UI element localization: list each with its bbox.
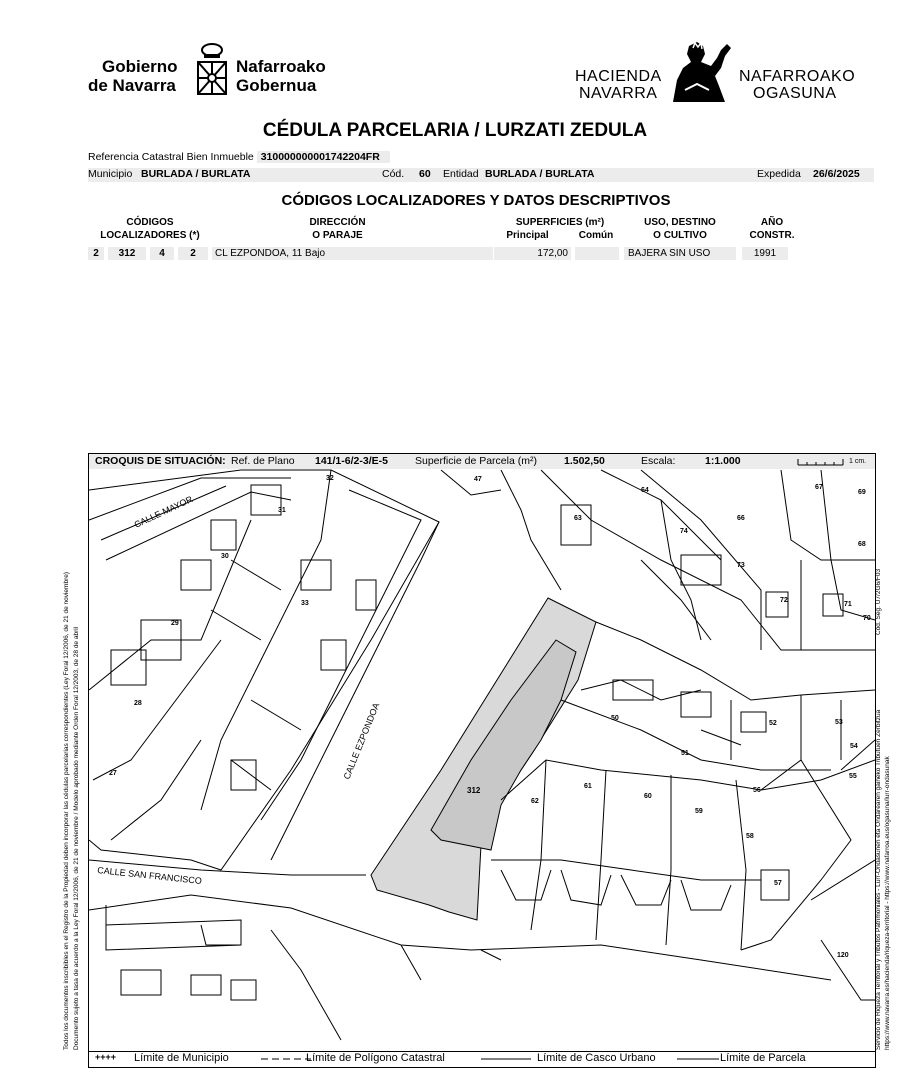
escala-label: Escala:	[641, 455, 676, 467]
side-text-left-2: Documento sujeto a tasa de acuerdo a la Ley Foral 12/2006, de 21 de noviembre / Modelo aprobado mediante Orden Foral 12/2003, de 28 de abril	[73, 626, 80, 1050]
header-direccion-line1: DIRECCIÓN	[309, 217, 366, 228]
svg-text:29: 29	[171, 620, 179, 627]
gov-left-line2: de Navarra	[88, 76, 176, 95]
cell-principal: 172,00	[494, 247, 571, 260]
svg-text:69: 69	[858, 489, 866, 496]
svg-text:53: 53	[835, 719, 843, 726]
svg-text:63: 63	[574, 515, 582, 522]
svg-text:30: 30	[221, 553, 229, 560]
svg-text:58: 58	[746, 833, 754, 840]
svg-text:120: 120	[837, 952, 849, 959]
header-uso-line2: O CULTIVO	[653, 230, 707, 241]
municipio-value: BURLADA / BURLATA	[141, 168, 251, 180]
header-comun: Común	[578, 230, 614, 241]
section-title: CÓDIGOS LOCALIZADORES Y DATOS DESCRIPTIVOS	[281, 192, 671, 209]
gov-right-line1: Nafarroako	[236, 57, 326, 76]
hacienda-line1: HACIENDA	[575, 68, 662, 85]
svg-text:59: 59	[695, 808, 703, 815]
header-ano-line2: CONSTR.	[749, 230, 795, 241]
cell-comun	[575, 247, 619, 260]
header-codigos	[95, 216, 205, 242]
expedida-value: 26/6/2025	[813, 168, 860, 180]
svg-text:55: 55	[849, 773, 857, 780]
gov-right-line2: Gobernua	[236, 76, 317, 95]
scale-unit: 1 cm.	[849, 458, 867, 465]
plano-label: Ref. de Plano	[231, 455, 295, 467]
svg-text:56: 56	[753, 787, 761, 794]
plano-value: 141/1-6/2-3/E-5	[315, 455, 388, 467]
side-text-right-3: Cód. Seg. U7/2G6/F03	[875, 568, 882, 635]
cell-codigo-1: 2	[88, 247, 104, 260]
svg-text:74: 74	[680, 528, 688, 535]
street-label-calle-ezpondoa: CALLE EZPONDOA	[341, 701, 382, 781]
svg-text:31: 31	[278, 507, 286, 514]
svg-text:70: 70	[863, 615, 871, 622]
parcel-312-label: 312	[467, 786, 481, 795]
street-label-calle-san-francisco: CALLE SAN FRANCISCO	[96, 865, 203, 886]
legend-parcela-line-icon	[677, 1058, 719, 1060]
svg-text:28: 28	[134, 700, 142, 707]
cadastral-map-svg	[89, 469, 875, 1051]
legend-poligono: Límite de Polígono Catastral	[306, 1052, 445, 1064]
cell-codigo-2: 312	[108, 247, 146, 260]
svg-text:33: 33	[301, 600, 309, 607]
cell-codigo-4: 2	[178, 247, 208, 260]
legend-casco-line-icon	[481, 1058, 531, 1060]
side-text-left-1: Todos los documentos inscribibles en el Registro de la Propiedad deben incorporar las cédulas parcelarias correspondientes (Ley Foral 12/2006, de 21 de noviembre)	[63, 571, 70, 1050]
svg-text:64: 64	[641, 487, 649, 494]
hacienda-line2: NAVARRA	[579, 85, 658, 102]
cell-ano: 1991	[742, 247, 788, 260]
svg-text:57: 57	[774, 880, 782, 887]
svg-text:50: 50	[611, 715, 619, 722]
cell-direccion: CL EZPONDOA, 11 Bajo	[212, 247, 493, 260]
svg-text:61: 61	[584, 783, 592, 790]
gov-left-line1: Gobierno	[102, 57, 178, 76]
svg-text:27: 27	[109, 770, 117, 777]
map-legend	[88, 1051, 876, 1068]
escala-value: 1:1.000	[705, 455, 741, 467]
svg-text:54: 54	[850, 743, 858, 750]
side-text-right-2: https://www.navarra.es/hacienda/riqueza-territorial - https://www.nafarroa.eus/ogasuna/lurr-ondasunak	[884, 756, 891, 1050]
entidad-value: BURLADA / BURLATA	[485, 168, 595, 180]
side-text-right-1: Servicio de Riqueza Territorial y Tributos Patrimoniales - Lurr-Ondasunen eta Ondarearen gaineko Tributuen Zerbitzua	[875, 709, 882, 1050]
svg-text:66: 66	[737, 515, 745, 522]
header-superficies: SUPERFICIES (m²)	[515, 217, 605, 228]
cell-codigo-3: 4	[150, 247, 174, 260]
document-title: CÉDULA PARCELARIA / LURZATI ZEDULA	[262, 120, 648, 141]
situation-map	[88, 469, 876, 1052]
legend-casco: Límite de Casco Urbano	[537, 1052, 656, 1064]
croquis-header	[88, 453, 876, 470]
legend-poligono-line-icon	[261, 1058, 311, 1060]
municipio-row	[88, 168, 874, 182]
svg-text:72: 72	[780, 597, 788, 604]
header-ano	[742, 216, 802, 242]
superficie-label: Superficie de Parcela (m²)	[415, 455, 537, 467]
svg-text:68: 68	[858, 541, 866, 548]
svg-text:60: 60	[644, 793, 652, 800]
municipio-label: Municipio	[88, 168, 133, 180]
king-figure-icon	[665, 40, 737, 104]
hacienda-navarra-logo	[575, 40, 865, 105]
header-uso	[632, 216, 728, 242]
header-uso-line1: USO, DESTINO	[644, 217, 716, 228]
scale-bar-icon	[797, 457, 847, 467]
header-direccion-line2: O PARAJE	[312, 230, 363, 241]
ref-value: 310000000001742204FR	[257, 151, 390, 163]
ogasuna-line1: NAFARROAKO	[739, 68, 856, 85]
svg-text:52: 52	[769, 720, 777, 727]
header-codigos-line2: LOCALIZADORES (*)	[100, 230, 200, 241]
svg-text:71: 71	[844, 601, 852, 608]
navarra-coat-of-arms-icon	[192, 40, 232, 100]
legend-parcela: Límite de Parcela	[720, 1052, 806, 1064]
expedida-label: Expedida	[757, 168, 801, 180]
svg-text:73: 73	[737, 562, 745, 569]
header-codigos-line1: CÓDIGOS	[126, 217, 174, 228]
svg-text:62: 62	[531, 798, 539, 805]
cell-uso: BAJERA SIN USO	[624, 247, 736, 260]
cod-value: 60	[419, 168, 431, 180]
header-principal: Principal	[506, 230, 549, 241]
legend-municipio-symbol: ++++	[95, 1052, 117, 1062]
legend-municipio: Límite de Municipio	[134, 1052, 229, 1064]
cod-label: Cód.	[382, 168, 405, 180]
svg-text:67: 67	[815, 484, 823, 491]
ref-label: Referencia Catastral Bien Inmueble	[88, 151, 254, 163]
street-label-calle-mayor: CALLE MAYOR	[132, 493, 195, 530]
svg-text:51: 51	[681, 750, 689, 757]
ogasuna-line2: OGASUNA	[753, 85, 837, 102]
gobierno-navarra-logo	[88, 57, 338, 102]
entidad-label: Entidad	[443, 168, 479, 180]
header-direccion	[280, 216, 395, 242]
superficie-value: 1.502,50	[564, 455, 605, 467]
croquis-label: CROQUIS DE SITUACIÓN:	[95, 455, 226, 467]
svg-text:47: 47	[474, 476, 482, 483]
header-ano-line1: AÑO	[760, 217, 784, 228]
ref-catastral-row	[88, 151, 390, 163]
svg-text:32: 32	[326, 475, 334, 482]
